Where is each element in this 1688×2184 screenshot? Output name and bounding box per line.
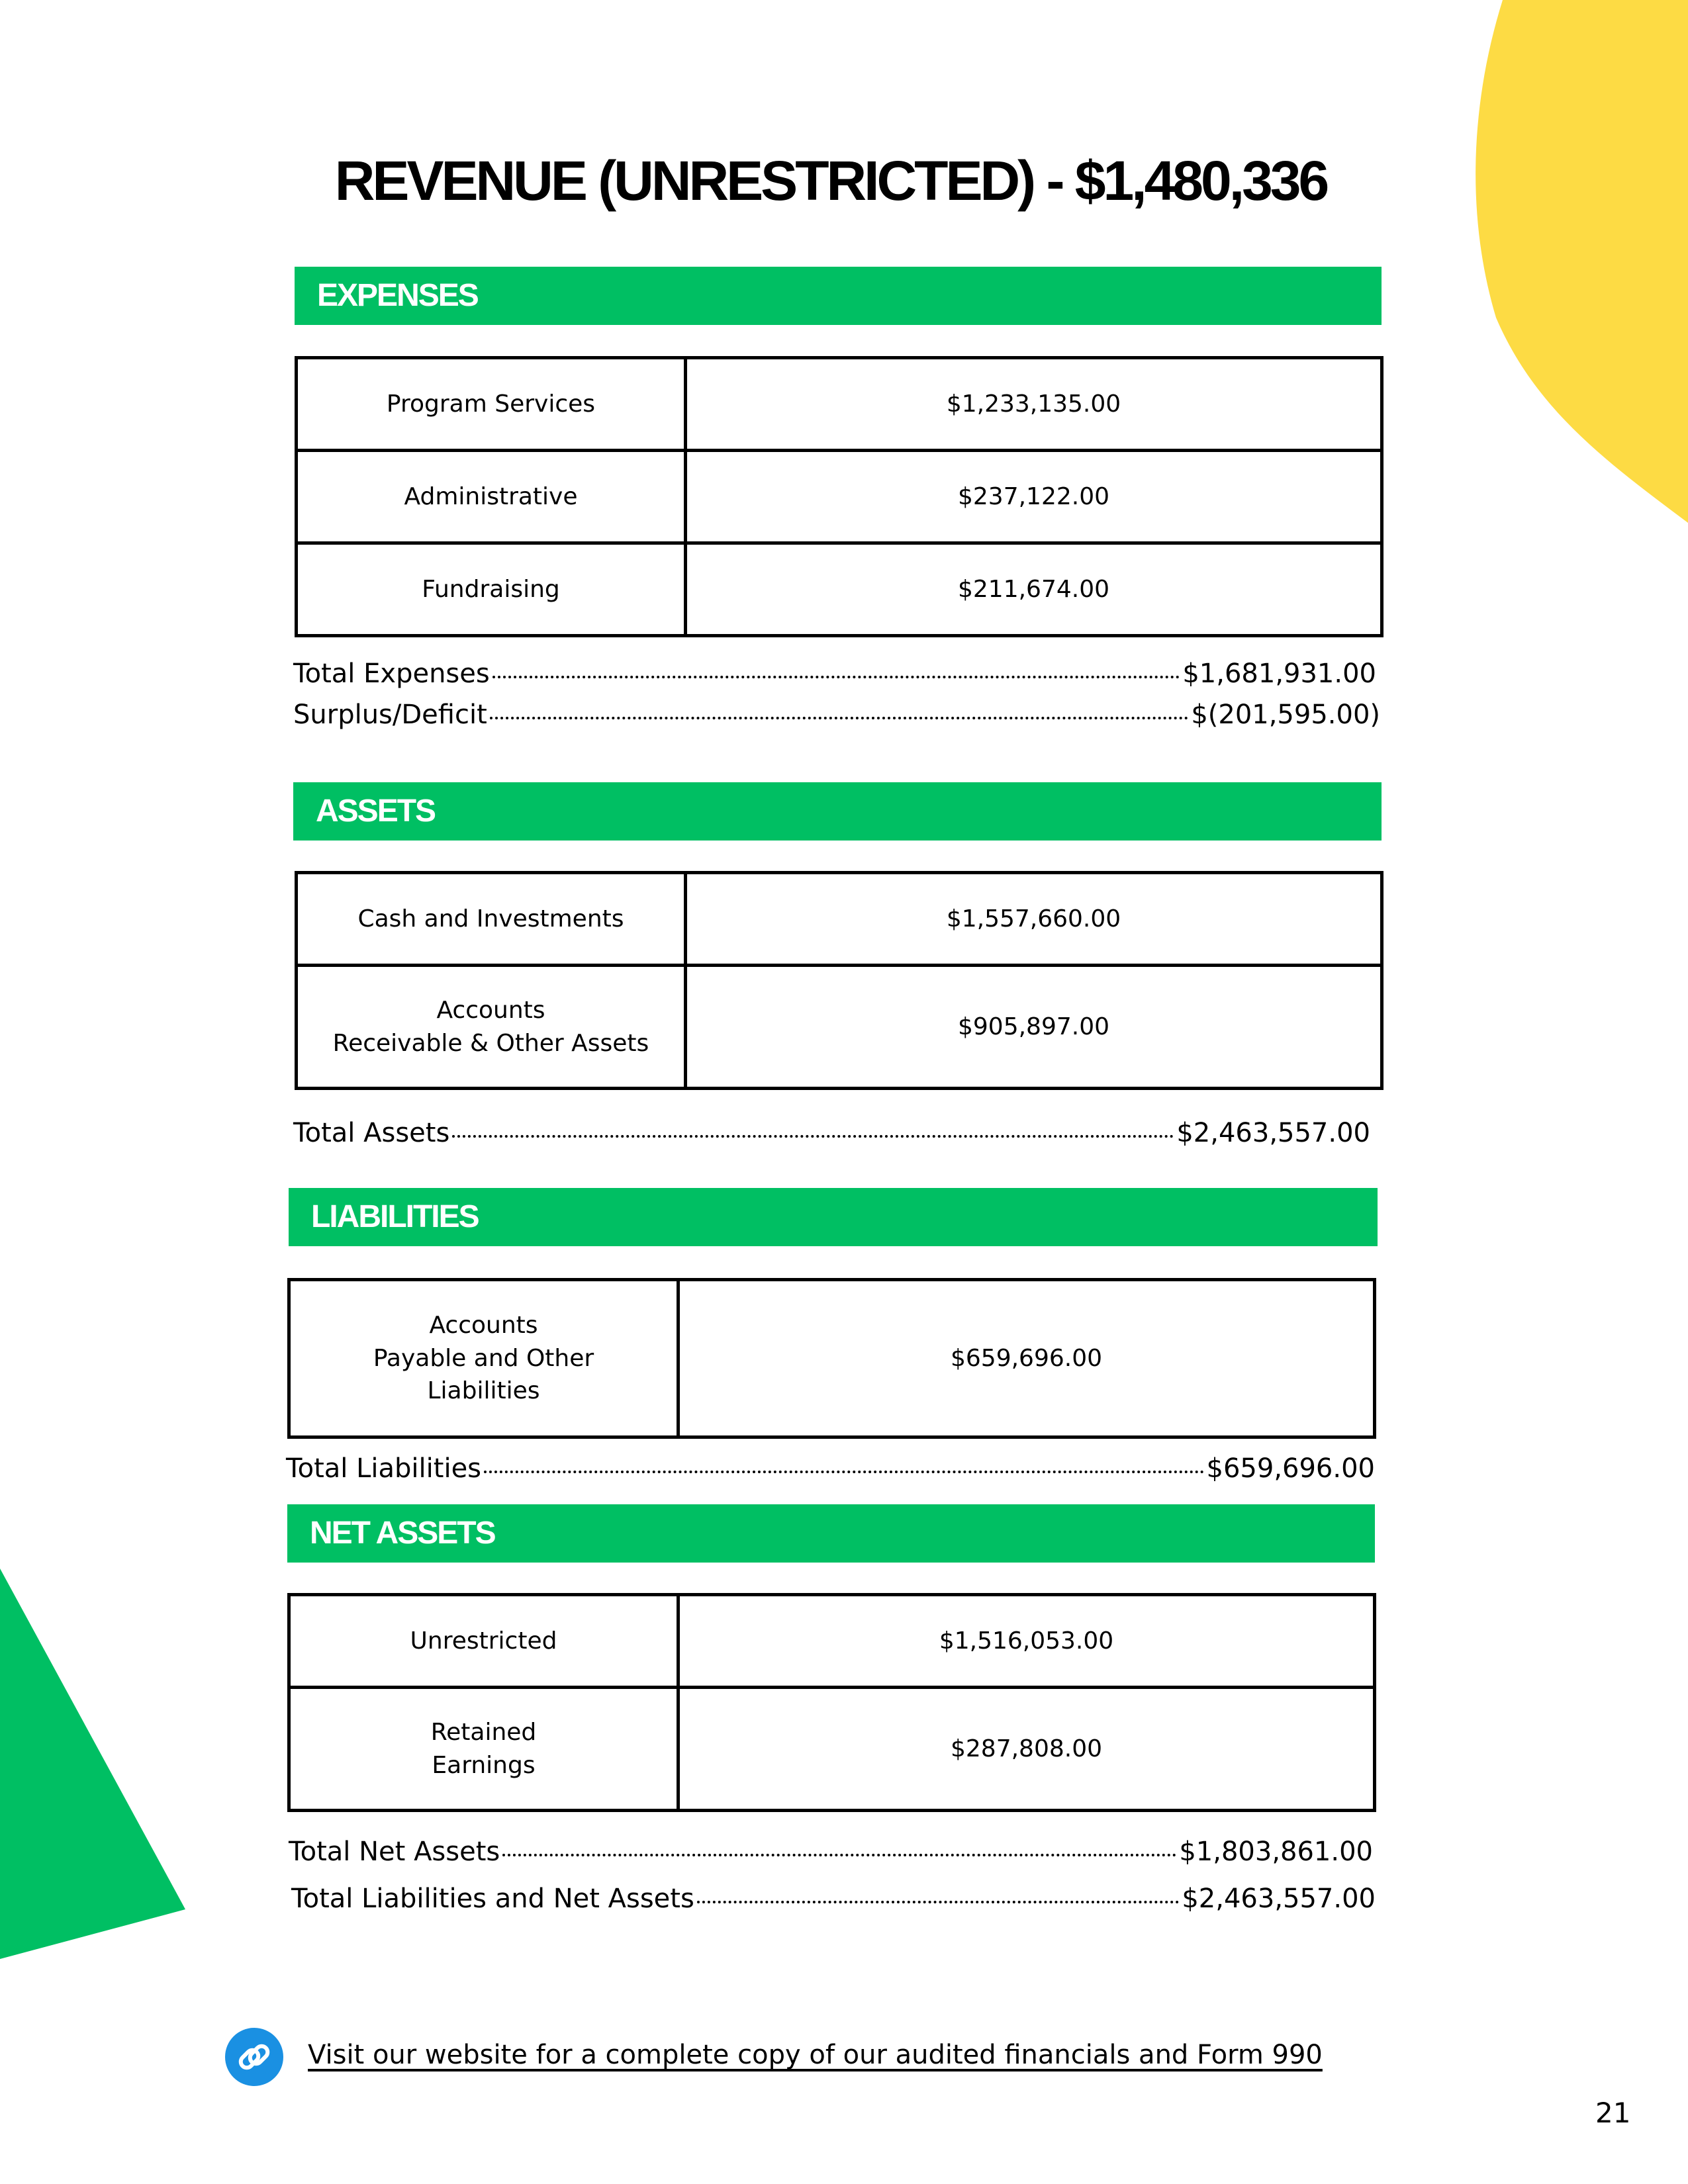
- row-label: Retained Earnings: [289, 1688, 679, 1811]
- section-header-liabilities: LIABILITIES: [289, 1188, 1378, 1246]
- expenses-table: [295, 356, 1383, 637]
- financials-link-row[interactable]: [225, 2028, 1377, 2087]
- total-net-assets-line: [289, 1837, 1373, 1867]
- row-value: $287,808.00: [679, 1688, 1375, 1811]
- dot-leader: [484, 1471, 1203, 1473]
- row-value: $237,122.00: [686, 451, 1382, 543]
- row-value: $905,897.00: [686, 966, 1382, 1089]
- table-row: [297, 966, 1382, 1089]
- total-value: $1,803,861.00: [1179, 1837, 1373, 1867]
- total-value: $(201,595.00): [1191, 700, 1380, 730]
- table-row: [289, 1280, 1375, 1437]
- row-label: Unrestricted: [289, 1595, 679, 1688]
- row-label: Accounts Payable and Other Liabilities: [289, 1280, 679, 1437]
- yellow-blob-shape: [1476, 0, 1688, 523]
- net-assets-table: [287, 1593, 1376, 1812]
- page-title: REVENUE (UNRESTRICTED) - $1,480,336: [334, 150, 1327, 212]
- total-label: Total Assets: [293, 1118, 450, 1148]
- section-header-net-assets: NET ASSETS: [287, 1504, 1375, 1563]
- surplus-deficit-line: [293, 700, 1380, 730]
- dot-leader: [492, 676, 1180, 678]
- row-label: Administrative: [297, 451, 686, 543]
- row-label: Cash and Investments: [297, 873, 686, 966]
- total-liabilities-and-net-assets-line: [291, 1884, 1376, 1914]
- total-label: Surplus/Deficit: [293, 700, 487, 730]
- page-number: 21: [1595, 2097, 1631, 2129]
- table-row: [297, 873, 1382, 966]
- row-label: Fundraising: [297, 543, 686, 636]
- assets-table: [295, 871, 1383, 1090]
- total-value: $2,463,557.00: [1176, 1118, 1370, 1148]
- section-header-expenses: EXPENSES: [295, 267, 1382, 325]
- total-label: Total Liabilities: [286, 1453, 482, 1484]
- table-row: [289, 1688, 1375, 1811]
- section-header-assets: ASSETS: [293, 782, 1382, 841]
- table-row: [289, 1595, 1375, 1688]
- dot-leader: [502, 1854, 1176, 1856]
- table-row: [297, 358, 1382, 451]
- dot-leader: [490, 717, 1189, 719]
- green-triangle-shape: [0, 1569, 185, 1959]
- total-label: Total Liabilities and Net Assets: [291, 1884, 694, 1914]
- dot-leader: [452, 1135, 1174, 1138]
- total-expenses-line: [293, 659, 1376, 689]
- row-value: $1,233,135.00: [686, 358, 1382, 451]
- liabilities-table: [287, 1278, 1376, 1439]
- total-liabilities-line: [286, 1453, 1375, 1484]
- total-value: $1,681,931.00: [1182, 659, 1376, 689]
- financials-link[interactable]: Visit our website for a complete copy of our audited financials and Form 990: [308, 2040, 1323, 2070]
- row-label: Program Services: [297, 358, 686, 451]
- row-value: $1,516,053.00: [679, 1595, 1375, 1688]
- row-label: Accounts Receivable & Other Assets: [297, 966, 686, 1089]
- total-value: $659,696.00: [1206, 1453, 1375, 1484]
- total-label: Total Expenses: [293, 659, 490, 689]
- total-value: $2,463,557.00: [1182, 1884, 1376, 1914]
- dot-leader: [697, 1901, 1180, 1903]
- total-label: Total Net Assets: [289, 1837, 500, 1867]
- row-value: $659,696.00: [679, 1280, 1375, 1437]
- table-row: [297, 451, 1382, 543]
- row-value: $211,674.00: [686, 543, 1382, 636]
- table-row: [297, 543, 1382, 636]
- total-assets-line: [293, 1118, 1370, 1148]
- link-icon[interactable]: [225, 2028, 283, 2086]
- row-value: $1,557,660.00: [686, 873, 1382, 966]
